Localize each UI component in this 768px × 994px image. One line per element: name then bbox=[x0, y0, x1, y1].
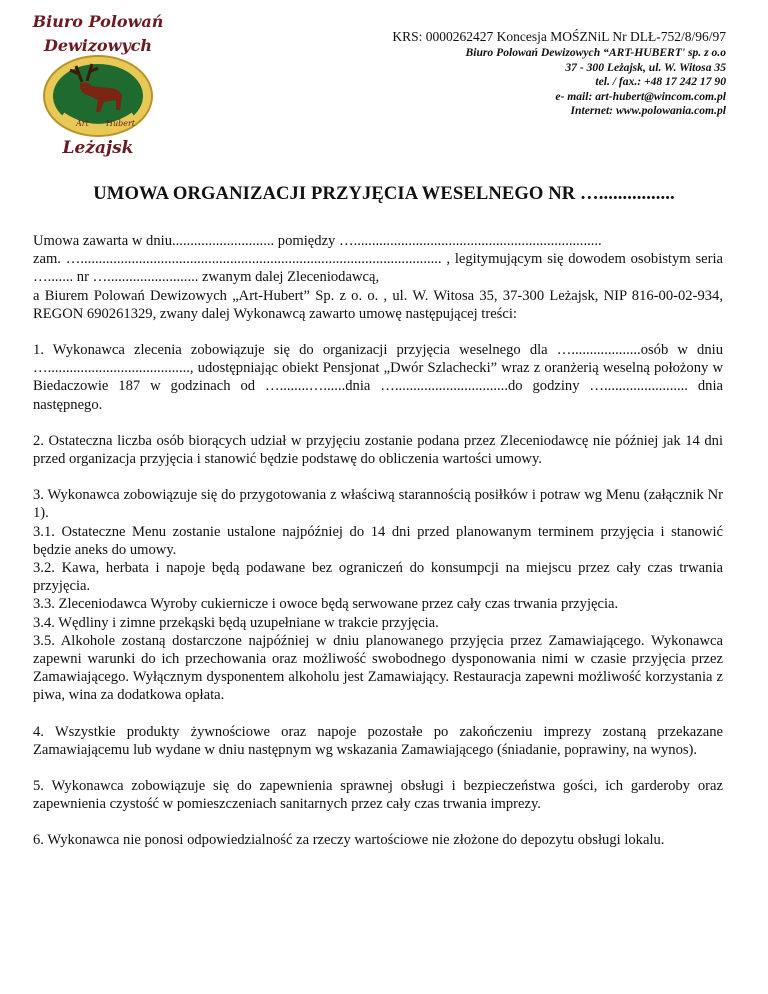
company-email: e- mail: art-hubert@wincom.com.pl bbox=[555, 89, 726, 103]
deer-emblem-icon bbox=[42, 54, 154, 138]
clause-3: 3. Wykonawca zobowiązuje się do przygotowania z właściwą starannością posiłków i potraw wg Menu (załącznik Nr 1). bbox=[33, 487, 723, 522]
clause-1: 1. Wykonawca zlecenia zobowiązuje się do organizacji przyjęcia weselnego dla …...................osób w dniu …......................................., udostępniając obiekt Pensjonat „Dwór Szlachecki” wraz z oranżerią weselną położony w Biedaczowie 187 w godzinach od …........…......dnia …...............................do godziny …....................... dnia następnego. bbox=[33, 342, 723, 413]
krs-line: KRS: 0000262427 Koncesja MOŚZNiL Nr DLŁ-752/8/96/97 bbox=[392, 29, 726, 44]
intro-line-2: zam. …................................................................................................... , legitymującym się dowodem osobistym seria …....... nr …......................... zwanym dalej Zleceniodawcą, bbox=[33, 251, 723, 286]
logo-line-2: Dewizowych bbox=[43, 36, 153, 55]
company-website: Internet: www.polowania.com.pl bbox=[570, 104, 726, 118]
logo-ribbon-right: Hubert bbox=[106, 119, 136, 128]
clause-3-4: 3.4. Wędliny i zimne przekąski będą uzupełniane w trakcie przyjęcia. bbox=[33, 614, 439, 631]
company-name: Biuro Polowań Dewizowych “ART-HUBERT' sp. z o.o bbox=[465, 46, 726, 59]
logo-line-1: Biuro Polowań bbox=[32, 12, 164, 31]
intro-line-3: a Biurem Polowań Dewizowych „Art-Hubert” Sp. z o. o. , ul. W. Witosa 35, 37-300 Leżajsk, NIP 816-00-02-934, REGON 690261329, zwany dalej Wykonawcą zawarto umowę następującej treści: bbox=[33, 287, 723, 322]
company-phone: tel. / fax.: +48 17 242 17 90 bbox=[595, 75, 726, 89]
company-header bbox=[392, 28, 726, 119]
clause-3-5: 3.5. Alkohole zostaną dostarczone najpóźniej w dniu planowanego przyjęcia przez Zamawiającego. Wykonawca zapewni warunki do ich przechowania oraz możliwość swobodnego dysponowania nimi w czasie przyjęcia przez Zamawiającego. Wyłącznym dysponentem alkoholu jest Zamawiający. Restauracja zapewni możliwość korzystania z piwa, wina za dodatkowa opłata. bbox=[33, 632, 723, 704]
logo-ribbon-left: Art bbox=[76, 119, 89, 128]
clause-4: 4. Wszystkie produkty żywnościowe oraz napoje pozostałe po zakończeniu imprezy zostaną przekazane Zamawiającemu lub wydane w dniu następnym wg wskazania Zamawiającego (śniadanie, poprawiny, na wynos). bbox=[33, 723, 723, 758]
document-body bbox=[33, 232, 723, 850]
company-address: 37 - 300 Leżajsk, ul. W. Witosa 35 bbox=[565, 60, 726, 74]
logo-line-3: Leżajsk bbox=[62, 138, 134, 158]
clause-6: 6. Wykonawca nie ponosi odpowiedzialność za rzeczy wartościowe nie złożone do depozytu obsługi lokalu. bbox=[33, 832, 665, 849]
clause-5: 5. Wykonawca zobowiązuje się do zapewnienia sprawnej obsługi i bezpieczeństwa gości, ich garderoby oraz zapewnienia czystość w pomieszczeniach sanitarnych przez cały czas trwania imprezy. bbox=[33, 778, 723, 813]
clause-2: 2. Ostateczna liczba osób biorących udział w przyjęciu zostanie podana przez Zleceniodawcę nie później jak 14 dni przed organizacja przyjęcia i stanowić będzie podstawę do obliczenia wartości umowy. bbox=[33, 432, 723, 468]
document-title: UMOWA ORGANIZACJI PRZYJĘCIA WESELNEGO NR …................ bbox=[93, 183, 675, 204]
clause-3-2: 3.2. Kawa, herbata i napoje będą podawane bez ograniczeń do konsumpcji na miejscu przez cały czas trwania przyjęcia. bbox=[33, 560, 723, 595]
company-logo bbox=[22, 10, 174, 160]
clause-3-1: 3.1. Ostateczne Menu zostanie ustalone najpóźniej do 14 dni przed planowanym terminem przyjęcia i stanowić będzie aneks do umowy. bbox=[33, 523, 723, 558]
clause-3-3: 3.3. Zleceniodawca Wyroby cukiernicze i owoce będą serwowane przez cały czas trwania przyjęcia. bbox=[33, 596, 619, 613]
intro-line-1: Umowa zawarta w dniu............................ pomiędzy ….................................................................... bbox=[33, 233, 602, 249]
